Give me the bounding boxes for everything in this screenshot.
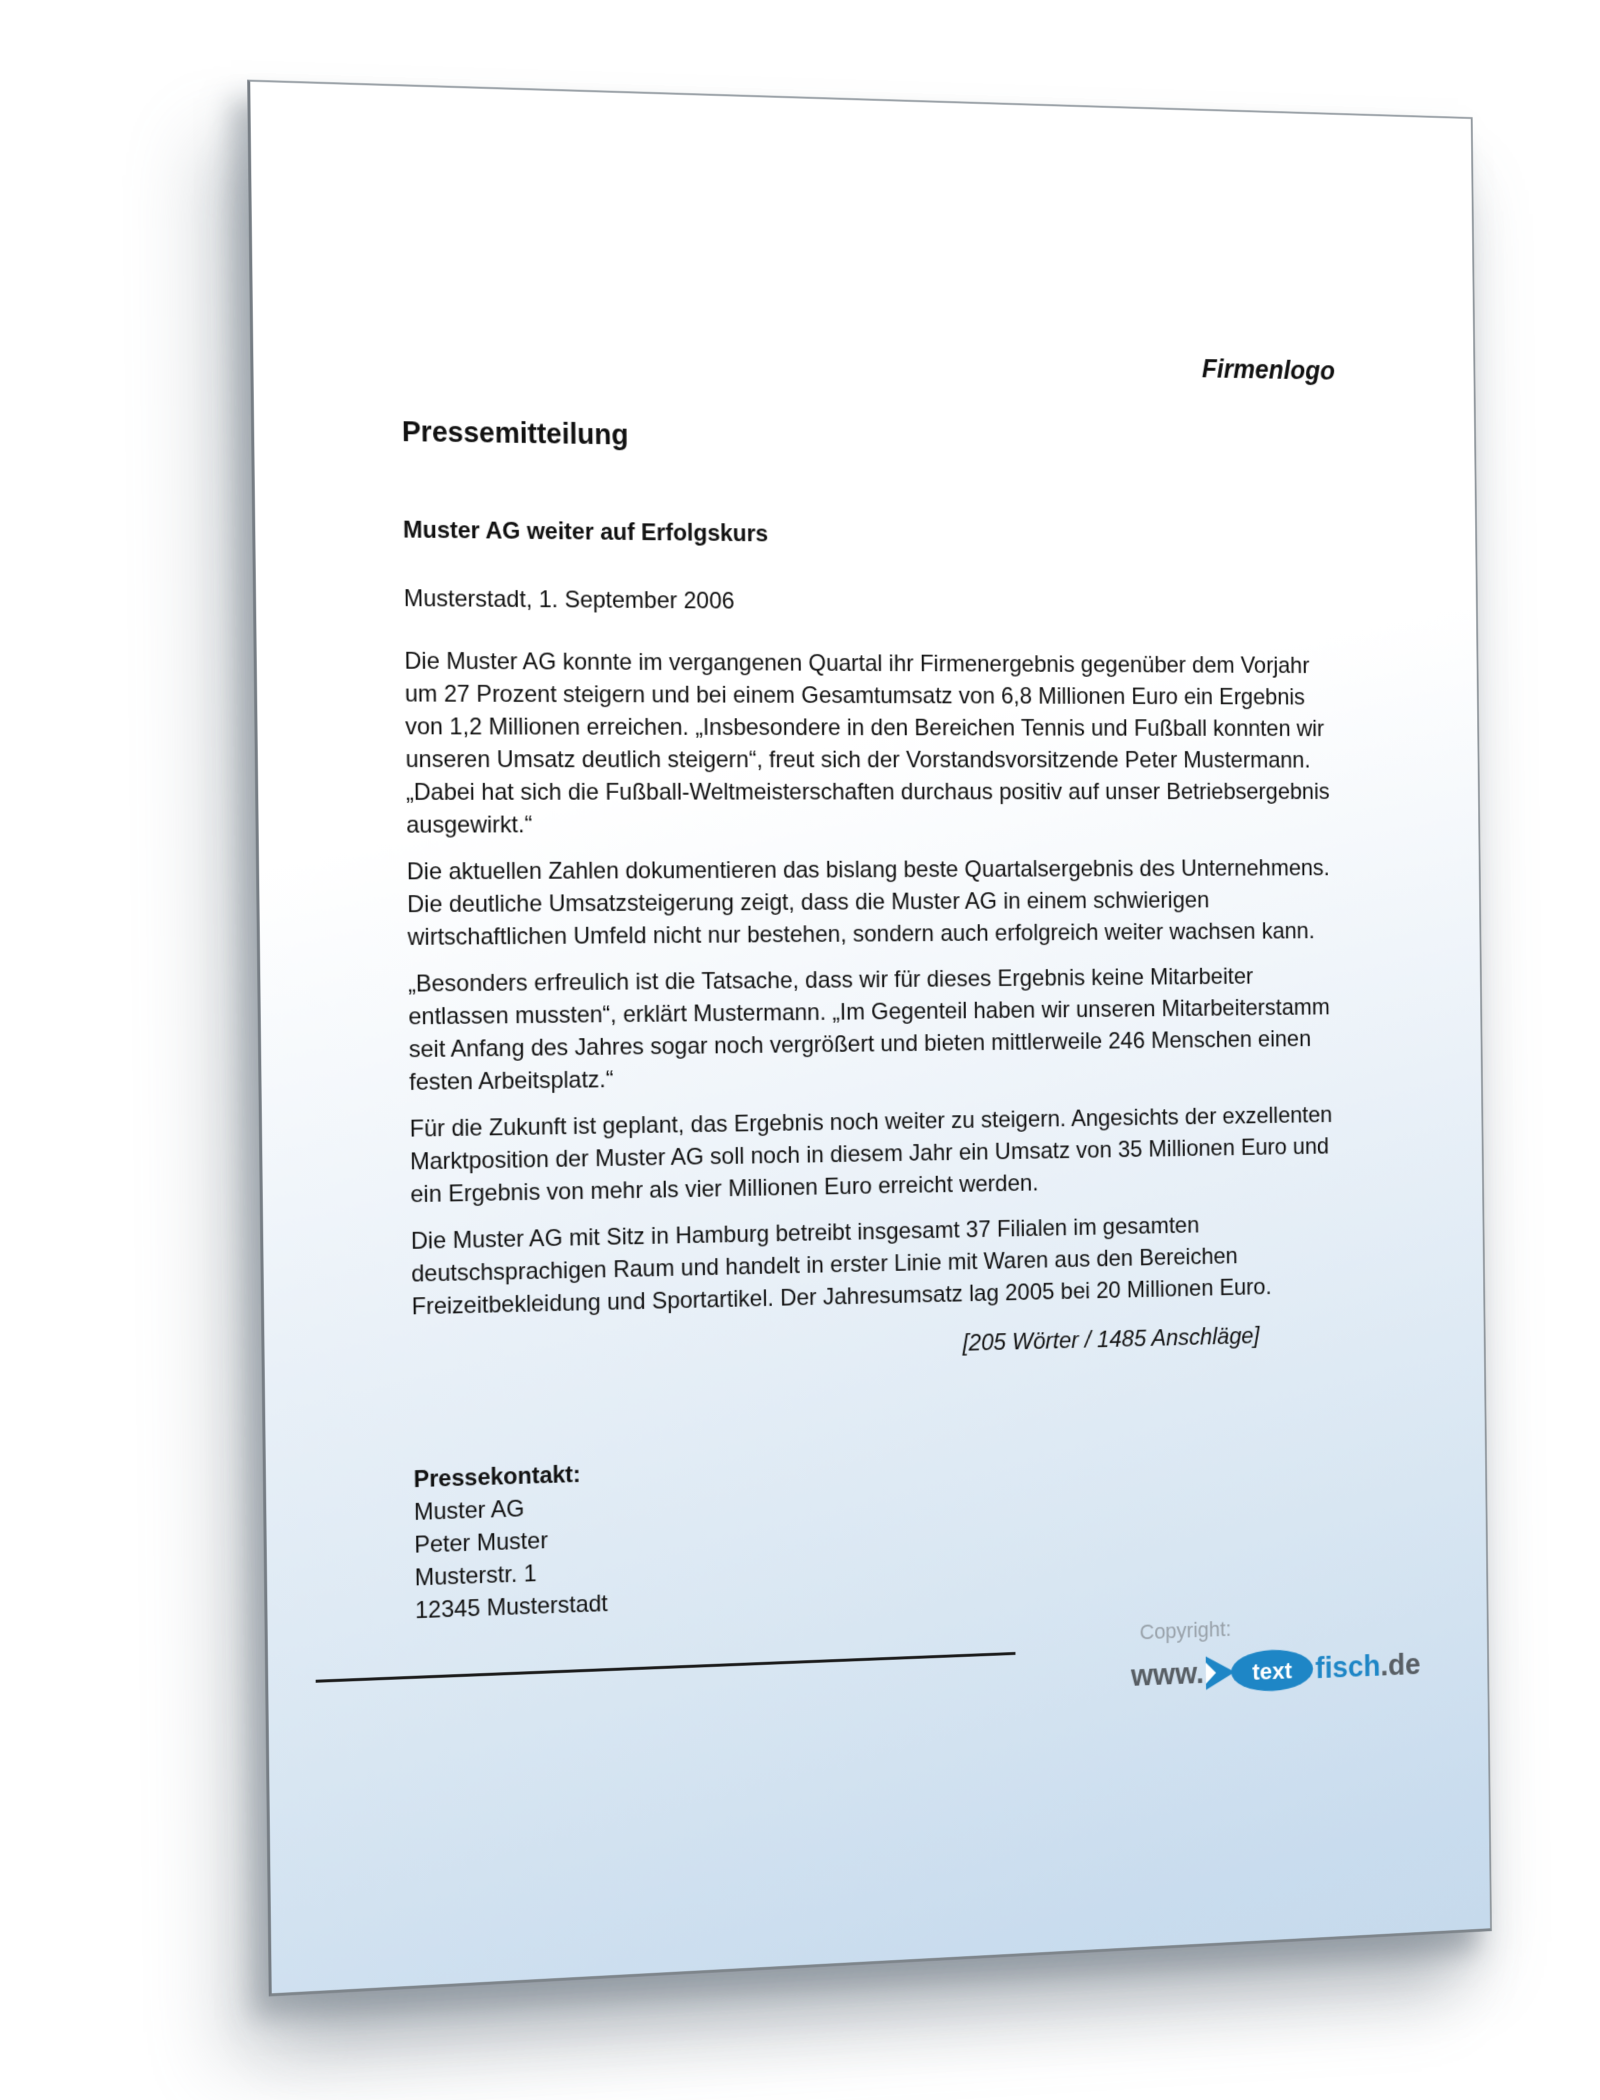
press-release-headline: Muster AG weiter auf Erfolgskurs (402, 516, 769, 548)
copyright-label: Copyright: (1139, 1616, 1232, 1645)
press-contact-city: 12345 Musterstadt (414, 1590, 608, 1625)
dateline: Musterstadt, 1. September 2006 (403, 585, 735, 615)
document-page (247, 80, 1492, 1997)
url-prefix: www. (1130, 1656, 1205, 1693)
press-contact-block (413, 1435, 1348, 1627)
company-logo-placeholder: Firmenlogo (1201, 354, 1336, 386)
page-content (250, 82, 1490, 1994)
page-title: Pressemitteilung (401, 416, 629, 452)
press-contact-label: Pressekontakt: (413, 1461, 581, 1494)
press-contact-person: Peter Muster (414, 1527, 549, 1559)
textfisch-watermark (1130, 1609, 1420, 1705)
paragraph-4: Für die Zukunft ist geplant, das Ergebnis noch weiter zu steigern. Angesichts der exzellenten Marktposition der Muster AG soll noch in diesem Jahr ein Umsatz von 35 Millionen Euro und ein Ergebnis von mehr als vier Millionen Euro erreicht werden. (409, 1101, 1333, 1209)
press-contact-company: Muster AG (413, 1495, 525, 1526)
url-tld: .de (1380, 1647, 1421, 1683)
paragraph-3: „Besonders erfreulich ist die Tatsache, dass wir für dieses Ergebnis keine Mitarbeiter entlassen mussten“, erklärt Mustermann. „Im Gegenteil haben wir unseren Mitarbeiterstamm seit Anfang des Jahres sogar noch vergrößert und bieten mittlerweile 246 Menschen einen festen Arbeitsplatz.“ (407, 963, 1330, 1096)
word-count-note: [205 Wörter / 1485 Anschläge] (962, 1322, 1260, 1357)
url-middle: fisch (1315, 1648, 1381, 1685)
paragraph-5: Die Muster AG mit Sitz in Hamburg betreibt insgesamt 37 Filialen im gesamten deutschsprachigen Raum und handelt in erster Linie mit Waren aus den Bereichen Freizeitbekleidung und Sportartikel. Der Jahresumsatz lag 2005 bei 20 Millionen Euro. (410, 1212, 1272, 1321)
press-contact-street: Musterstr. 1 (414, 1560, 537, 1592)
paragraph-1: Die Muster AG konnte im vergangenen Quartal ihr Firmenergebnis gegenüber dem Vorjahr um 27 Prozent steigern und bei einem Gesamtumsatz von 6,8 Millionen Euro ein Ergebnis von 1,2 Millionen erreichen. „Insbesondere in den Bereichen Tennis und Fußball konnten wir unseren Umsatz deutlich steigern“, freut sich der Vorstandsvorsitzende Peter Mustermann. „Dabei hat sich die Fußball-Weltmeisterschaften durchaus positiv auf unser Betriebsergebnis ausgewirkt.“ (404, 647, 1330, 839)
textfisch-fish-icon (1205, 1640, 1313, 1702)
svg-text:text: text (1252, 1657, 1292, 1686)
paragraph-2: Die aktuellen Zahlen dokumentieren das bislang beste Quartalsergebnis des Unternehmens. Die deutliche Umsatzsteigerung zeigt, dass die Muster AG in einem schwierigen wirtschaftlichen Umfeld nicht nur bestehen, sondern auch erfolgreich weiter wachsen kann. (406, 855, 1330, 951)
